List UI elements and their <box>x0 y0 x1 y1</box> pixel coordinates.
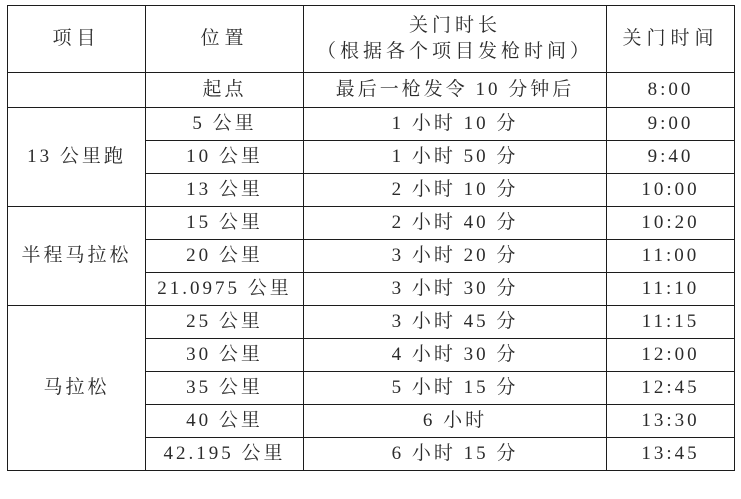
cell-duration: 2 小时 10 分 <box>304 174 607 207</box>
header-event: 项目 <box>8 6 146 73</box>
cell-close-time: 11:15 <box>607 306 735 339</box>
cell-position: 20 公里 <box>146 240 304 273</box>
cell-position: 起点 <box>146 73 304 108</box>
table-row-start <box>8 73 735 108</box>
header-duration-line2: （根据各个项目发枪时间） <box>316 41 593 62</box>
cell-duration: 1 小时 50 分 <box>304 141 607 174</box>
header-close-time: 关门时间 <box>607 6 735 73</box>
cell-close-time: 12:45 <box>607 372 735 405</box>
cell-event-empty <box>8 73 146 108</box>
cell-position: 10 公里 <box>146 141 304 174</box>
cell-close-time: 9:00 <box>607 108 735 141</box>
cell-position: 30 公里 <box>146 339 304 372</box>
cell-close-time: 8:00 <box>607 73 735 108</box>
cell-duration: 3 小时 30 分 <box>304 273 607 306</box>
cell-position: 21.0975 公里 <box>146 273 304 306</box>
table-row <box>8 108 735 141</box>
cell-position: 40 公里 <box>146 405 304 438</box>
header-row <box>8 6 735 73</box>
cell-position: 13 公里 <box>146 174 304 207</box>
cell-close-time: 9:40 <box>607 141 735 174</box>
header-duration-line1: 关门时长 <box>408 15 501 37</box>
cell-event-group: 马拉松 <box>8 306 146 471</box>
cell-duration: 3 小时 20 分 <box>304 240 607 273</box>
cell-duration: 2 小时 40 分 <box>304 207 607 240</box>
cell-duration: 4 小时 30 分 <box>304 339 607 372</box>
cell-close-time: 12:00 <box>607 339 735 372</box>
cell-close-time: 13:30 <box>607 405 735 438</box>
cell-duration: 最后一枪发令 10 分钟后 <box>304 73 607 108</box>
cell-duration: 6 小时 15 分 <box>304 438 607 471</box>
cell-duration: 6 小时 <box>304 405 607 438</box>
cell-duration: 1 小时 10 分 <box>304 108 607 141</box>
table-row <box>8 207 735 240</box>
cell-close-time: 13:45 <box>607 438 735 471</box>
closing-time-table <box>7 5 735 471</box>
cell-position: 42.195 公里 <box>146 438 304 471</box>
cell-close-time: 11:00 <box>607 240 735 273</box>
header-position: 位置 <box>146 6 304 73</box>
cell-duration: 3 小时 45 分 <box>304 306 607 339</box>
cell-close-time: 10:20 <box>607 207 735 240</box>
cell-position: 25 公里 <box>146 306 304 339</box>
cell-position: 5 公里 <box>146 108 304 141</box>
cell-event-group: 半程马拉松 <box>8 207 146 306</box>
cell-close-time: 10:00 <box>607 174 735 207</box>
cell-position: 15 公里 <box>146 207 304 240</box>
header-duration <box>304 6 607 73</box>
cell-close-time: 11:10 <box>607 273 735 306</box>
cell-position: 35 公里 <box>146 372 304 405</box>
cell-event-group: 13 公里跑 <box>8 108 146 207</box>
cell-duration: 5 小时 15 分 <box>304 372 607 405</box>
table-row <box>8 306 735 339</box>
